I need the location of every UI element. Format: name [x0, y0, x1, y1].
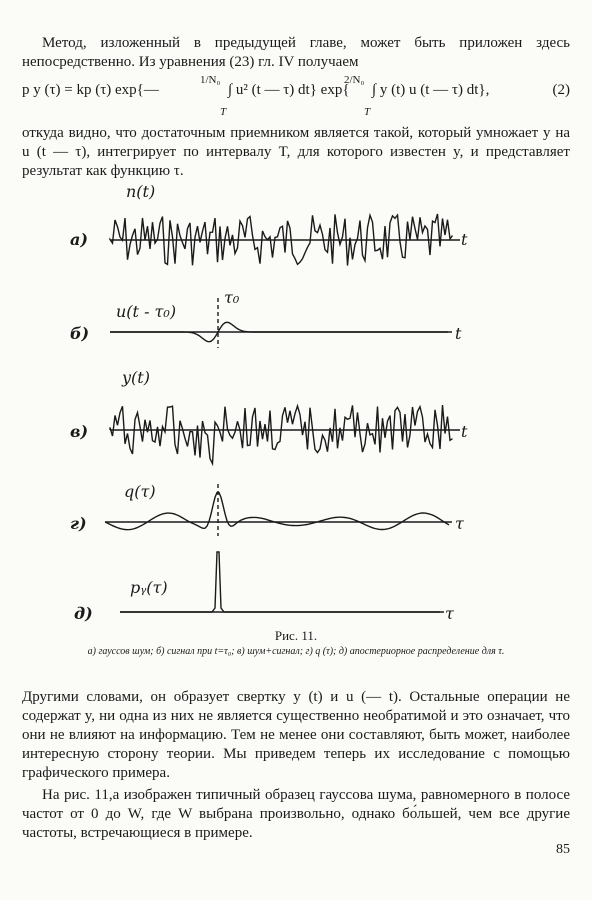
- curve-label-q: q(τ): [124, 482, 156, 501]
- body-paragraph-2: [22, 786, 570, 843]
- panel-label-d: д): [74, 604, 93, 623]
- body-text-2: На рис. 11,а изображен типичный образец гауссова шума, равномерного в полосе частот от 0 до W, где W выбрана произвольно, однако бо́льшей, чем все другие частоты, встречающиеся в примере.: [22, 787, 570, 841]
- panel-label-g: г): [70, 514, 87, 533]
- curve-label-n: n(t): [126, 182, 156, 201]
- eq-sub-1: T: [220, 106, 227, 118]
- curve-label-u: u(t - τ₀): [116, 302, 177, 321]
- intro-paragraph: [22, 34, 570, 72]
- figure-plot: [0, 180, 592, 640]
- signal-plus-noise-curve: [110, 405, 453, 464]
- equation-2: [22, 72, 570, 128]
- axis-label-a: t: [461, 230, 468, 249]
- marker-tau0: τ₀: [224, 288, 240, 307]
- curve-label-y: y(t): [122, 368, 150, 387]
- panel-label-v: в): [70, 422, 89, 441]
- eq-int2: ∫ y (t) u (t — τ) dt},: [372, 82, 490, 98]
- figure-11: [0, 180, 592, 640]
- posterior-curve: [120, 552, 440, 612]
- figure-caption-text: а) гауссов шум; б) сигнал при t=τ₀; в) шум+сигнал; г) q (τ); д) апостериорное распределение для τ.: [87, 646, 505, 657]
- pulse-curve: [110, 322, 448, 341]
- eq-int1: ∫ u² (t — τ) dt} exp{: [228, 82, 350, 98]
- after-eq-paragraph: [22, 124, 570, 181]
- eq-frac2: 2/N₀: [344, 74, 365, 86]
- eq-sub-2: T: [364, 106, 371, 118]
- eq-frac1: 1/N₀: [200, 74, 221, 86]
- figure-caption-title: Рис. 11.: [274, 628, 318, 643]
- page-number: 85: [556, 842, 570, 857]
- axis-label-v: t: [461, 422, 468, 441]
- eq-lhs: p y (τ) = kp (τ) exp{—: [22, 82, 159, 98]
- curve-label-p: pᵧ(τ): [130, 578, 168, 597]
- panel-label-a: а): [70, 230, 88, 249]
- axis-label-d: τ: [445, 604, 454, 623]
- correlation-curve: [105, 493, 449, 530]
- eq-number: (2): [552, 82, 570, 98]
- panel-label-b: б): [70, 324, 90, 343]
- axis-label-g: τ: [455, 514, 464, 533]
- axis-label-b: t: [455, 324, 462, 343]
- body-paragraph-1: [22, 688, 570, 783]
- after-eq-text: откуда видно, что достаточным приемником является такой, который умножает y на u (t — τ), интегрирует по интервалу T, для которого известен y, и представляет результат как функцию τ.: [22, 125, 570, 179]
- body-text-1: Другими словами, он образует свертку y (t) и u (— t). Остальные операции не содержат y, ни одна из них не является существенно необратимой и это означает, что они не влияют на информацию. Тем не менее они составляют, быть может, наиболее интересную сторону теории. Мы приведем теперь их исследование с помощью графического примера.: [22, 689, 570, 781]
- intro-text: Метод, изложенный в предыдущей главе, может быть приложен здесь непосредственно. Из уравнения (23) гл. IV получаем: [22, 35, 570, 70]
